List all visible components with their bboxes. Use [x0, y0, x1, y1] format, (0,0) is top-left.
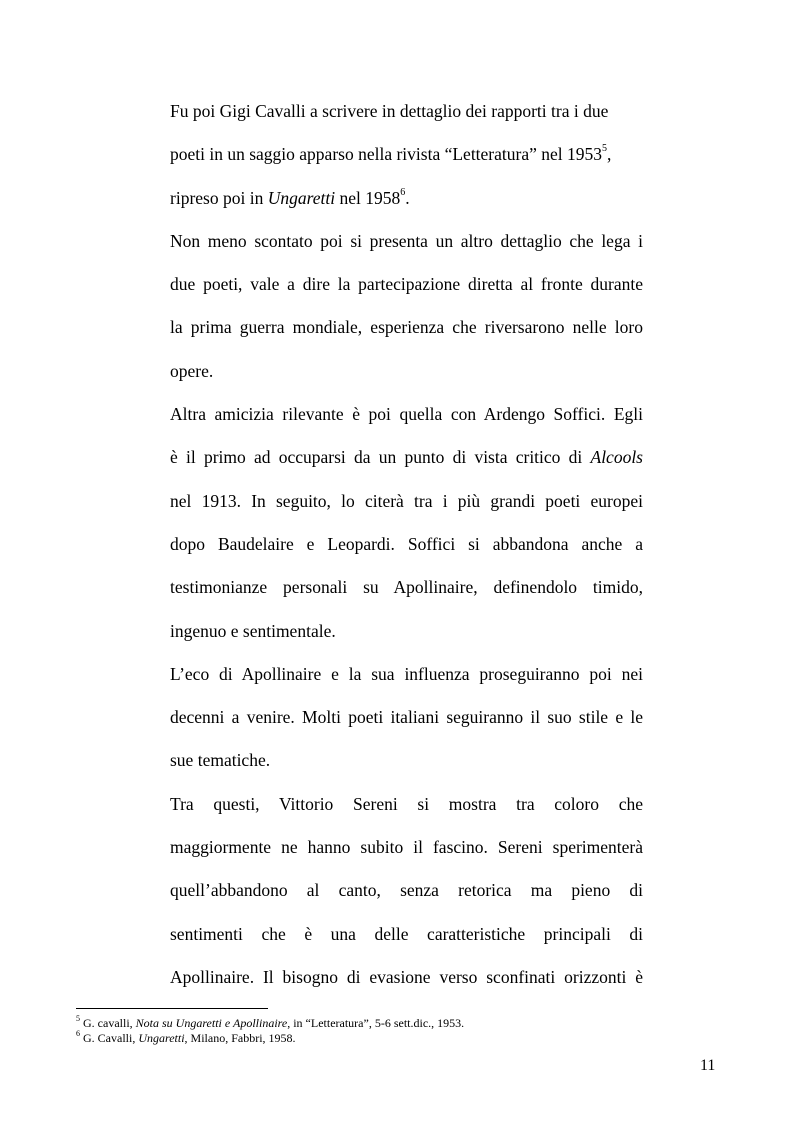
text-line-8: Altra amicizia rilevante è poi quella con Ardengo Soffici. Egli	[170, 404, 643, 425]
text-line-9: è il primo ad occuparsi da un punto di vista critico di Alcools	[170, 447, 643, 468]
footnote-ref-5: 5	[602, 143, 608, 155]
footnote-5: $^5$ G. cavalli, Nota su Ungaretti e Apollinaire, in “Letteratura”, 5-6 sett.dic., 1953.	[76, 1014, 465, 1030]
text-line-4: Non meno scontato poi si presenta un altro dettaglio che lega i	[170, 230, 643, 251]
text-line-1: Fu poi Gigi Cavalli a scrivere in dettaglio dei rapporti tra i due	[170, 101, 609, 121]
text-line-13: ingenuo e sentimentale.	[170, 620, 336, 641]
footnote-ref-6: 6	[400, 186, 406, 198]
text-line-19: quell’abbandono al canto, senza retorica ma pieno di	[170, 880, 643, 901]
body-text	[170, 90, 643, 999]
text-line-5: due poeti, vale a dire la partecipazione diretta al fronte durante	[170, 274, 643, 295]
text-line-16: sue tematiche.	[170, 750, 271, 771]
footnote-separator	[76, 1008, 268, 1009]
footnotes	[76, 1016, 464, 1046]
text-line-12: testimonianze personali su Apollinaire, definendolo timido,	[170, 577, 643, 598]
text-line-7: opere.	[170, 360, 214, 381]
text-line-11: dopo Baudelaire e Leopardi. Soffici si abbandona anche a	[170, 533, 643, 554]
text-line-17: Tra questi, Vittorio Sereni si mostra tra coloro che	[170, 793, 643, 814]
footnote-6: $^6$ G. Cavalli, Ungaretti, Milano, Fabbri, 1958.	[76, 1029, 296, 1045]
text-line-20: sentimenti che è una delle caratteristiche principali di	[170, 923, 643, 944]
text-line-10: nel 1913. In seguito, lo citerà tra i più grandi poeti europei	[170, 490, 643, 511]
text-line-15: decenni a venire. Molti poeti italiani seguiranno il suo stile e le	[170, 707, 643, 728]
text-line-14: L’eco di Apollinaire e la sua influenza proseguiranno poi nei	[170, 663, 643, 684]
text-line-2: poeti in un saggio apparso nella rivista “Letteratura” nel 1953$^5$,	[170, 143, 612, 165]
text-line-3: ripreso poi in Ungaretti nel 1958$^6$.	[170, 186, 410, 208]
text-line-18: maggiormente ne hanno subito il fascino. Sereni sperimenterà	[170, 837, 643, 858]
text-line-6: la prima guerra mondiale, esperienza che riversarono nelle loro	[170, 317, 643, 338]
text-line-21: Apollinaire. Il bisogno di evasione verso sconfinati orizzonti è	[170, 966, 643, 987]
page-number: 11	[700, 1057, 716, 1074]
